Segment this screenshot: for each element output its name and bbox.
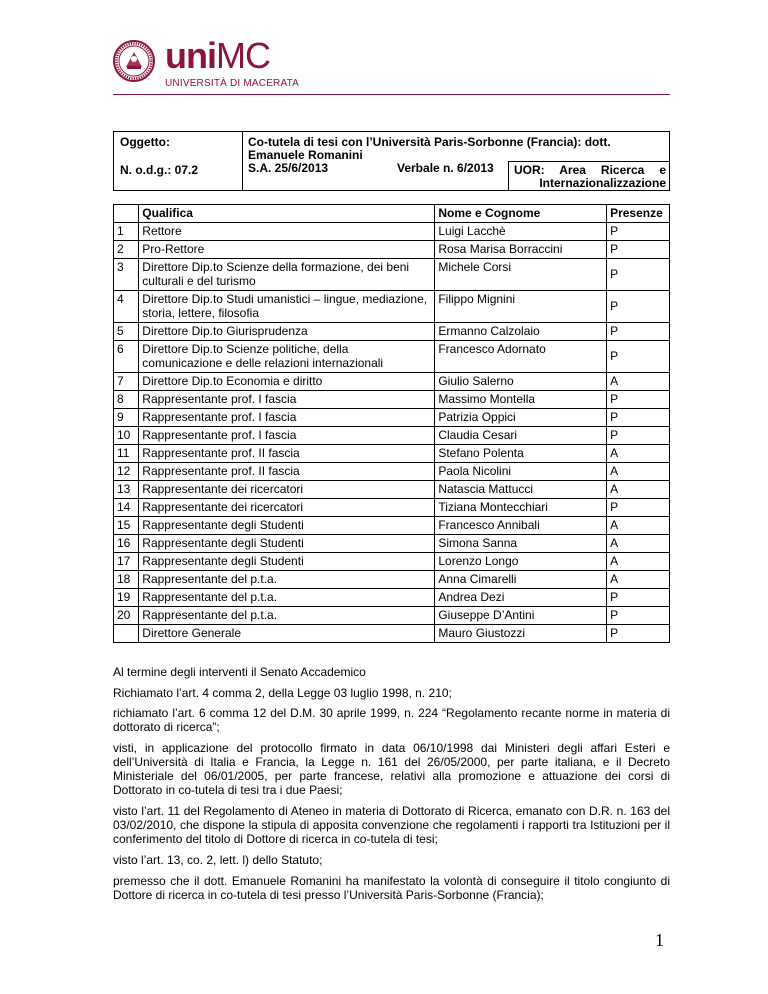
table-row xyxy=(114,571,670,589)
row-presenza: A xyxy=(607,373,670,391)
row-number: 17 xyxy=(114,553,139,571)
row-nome: Paola Nicolini xyxy=(435,463,607,481)
row-number: 14 xyxy=(114,499,139,517)
table-row xyxy=(114,291,670,323)
row-qualifica: Rappresentante dei ricercatori xyxy=(139,481,435,499)
row-qualifica: Pro-Rettore xyxy=(139,241,435,259)
table-row xyxy=(114,427,670,445)
row-presenza: P xyxy=(607,241,670,259)
row-presenza: P xyxy=(607,625,670,643)
row-number: 12 xyxy=(114,463,139,481)
oggetto-label: Oggetto: xyxy=(120,135,170,149)
meeting-date: S.A. 25/6/2013 xyxy=(248,161,329,175)
row-nome: Andrea Dezi xyxy=(435,589,607,607)
row-number: 6 xyxy=(114,341,139,373)
table-row xyxy=(114,241,670,259)
uor-line-1: UOR: Area Ricerca e xyxy=(514,163,666,177)
row-presenza: P xyxy=(607,589,670,607)
table-row xyxy=(114,373,670,391)
row-number: 7 xyxy=(114,373,139,391)
row-presenza: A xyxy=(607,445,670,463)
row-presenza: A xyxy=(607,553,670,571)
attendance-table xyxy=(113,204,670,643)
row-nome: Tiziana Montecchiari xyxy=(435,499,607,517)
paragraph-premesso: premesso che il dott. Emanuele Romanini ha manifestato la volontà di conseguire il titolo congiunto di Dottore di ricerca in co-tutela di tesi presso l’Università Paris-Sorbonne (Francia); xyxy=(113,874,670,902)
row-nome: Giuseppe D’Antini xyxy=(435,607,607,625)
row-presenza: P xyxy=(607,341,670,373)
row-qualifica: Rappresentante prof. I fascia xyxy=(139,409,435,427)
table-row xyxy=(114,535,670,553)
header-divider-vertical xyxy=(242,132,243,191)
row-nome: Anna Cimarelli xyxy=(435,571,607,589)
table-row xyxy=(114,391,670,409)
header-num xyxy=(114,205,139,223)
row-presenza: A xyxy=(607,535,670,553)
row-nome: Ermanno Calzolaio xyxy=(435,323,607,341)
row-number: 4 xyxy=(114,291,139,323)
row-nome: Giulio Salerno xyxy=(435,373,607,391)
header-nome: Nome e Cognome xyxy=(435,205,607,223)
oggetto-text: Co-tutela di tesi con l’Università Paris-Sorbonne (Francia): dott. xyxy=(248,135,611,149)
row-nome: Claudia Cesari xyxy=(435,427,607,445)
row-nome: Francesco Annibali xyxy=(435,517,607,535)
row-nome: Lorenzo Longo xyxy=(435,553,607,571)
document-header xyxy=(113,131,670,191)
university-logo xyxy=(113,35,353,100)
row-presenza: P xyxy=(607,391,670,409)
row-number xyxy=(114,625,139,643)
row-nome: Rosa Marisa Borraccini xyxy=(435,241,607,259)
row-qualifica: Rappresentante prof. I fascia xyxy=(139,391,435,409)
row-number: 16 xyxy=(114,535,139,553)
uor-line-2: Internazionalizzazione xyxy=(539,176,666,190)
row-number: 5 xyxy=(114,323,139,341)
row-presenza: P xyxy=(607,291,670,323)
brand-wordmark: uniMC xyxy=(165,35,270,76)
row-presenza: P xyxy=(607,323,670,341)
row-qualifica: Rettore xyxy=(139,223,435,241)
row-qualifica: Rappresentante degli Studenti xyxy=(139,553,435,571)
row-nome: Luigi Lacchè xyxy=(435,223,607,241)
table-row xyxy=(114,341,670,373)
row-qualifica: Rappresentante degli Studenti xyxy=(139,535,435,553)
row-nome: Stefano Polenta xyxy=(435,445,607,463)
odg-number: N. o.d.g.: 07.2 xyxy=(120,163,199,177)
paragraph-richiamato-1: Richiamato l’art. 4 comma 2, della Legge 03 luglio 1998, n. 210; xyxy=(113,686,452,700)
verbale-number: Verbale n. 6/2013 xyxy=(397,161,494,175)
row-nome: Patrizia Oppici xyxy=(435,409,607,427)
row-qualifica: Direttore Dip.to Scienze della formazione, dei beni culturali e del turismo xyxy=(139,259,435,291)
paragraph-intro: Al termine degli interventi il Senato Accademico xyxy=(113,665,366,679)
row-number: 2 xyxy=(114,241,139,259)
row-nome: Filippo Mignini xyxy=(435,291,607,323)
row-nome: Simona Sanna xyxy=(435,535,607,553)
paragraph-visto-statuto: visto l’art. 13, co. 2, lett. l) dello Statuto; xyxy=(113,853,323,867)
header-divider xyxy=(113,94,670,95)
row-number: 3 xyxy=(114,259,139,291)
row-number: 13 xyxy=(114,481,139,499)
row-presenza: P xyxy=(607,427,670,445)
table-row xyxy=(114,445,670,463)
row-presenza: A xyxy=(607,463,670,481)
header-qualifica: Qualifica xyxy=(139,205,435,223)
row-presenza: A xyxy=(607,481,670,499)
table-row xyxy=(114,553,670,571)
row-qualifica: Direttore Generale xyxy=(139,625,435,643)
row-qualifica: Rappresentante dei ricercatori xyxy=(139,499,435,517)
row-qualifica: Direttore Dip.to Economia e diritto xyxy=(139,373,435,391)
table-row xyxy=(114,259,670,291)
row-qualifica: Rappresentante del p.t.a. xyxy=(139,607,435,625)
row-qualifica: Rappresentante prof. II fascia xyxy=(139,445,435,463)
table-row xyxy=(114,463,670,481)
row-number: 1 xyxy=(114,223,139,241)
row-number: 11 xyxy=(114,445,139,463)
header-presenze: Presenze xyxy=(607,205,670,223)
row-number: 15 xyxy=(114,517,139,535)
paragraph-visto-regolamento: visto l’art. 11 del Regolamento di Ateneo in materia di Dottorato di Ricerca, emanato con D.R. n. 163 del 03/02/2010, che dispone la stipula di apposita convenzione che regolamenti i rapporti tra Istituzioni per il conferimento del titolo di Dottore di ricerca in co-tutela di tesi; xyxy=(113,804,670,846)
row-presenza: P xyxy=(607,223,670,241)
row-qualifica: Direttore Dip.to Studi umanistici – lingue, mediazione, storia, lettere, filosofia xyxy=(139,291,435,323)
row-number: 10 xyxy=(114,427,139,445)
row-number: 20 xyxy=(114,607,139,625)
row-qualifica: Rappresentante prof. I fascia xyxy=(139,427,435,445)
row-presenza: A xyxy=(607,517,670,535)
row-qualifica: Direttore Dip.to Scienze politiche, della comunicazione e delle relazioni internazionali xyxy=(139,341,435,373)
table-row xyxy=(114,589,670,607)
table-row xyxy=(114,223,670,241)
table-header-row xyxy=(114,205,670,223)
row-presenza: P xyxy=(607,259,670,291)
row-number: 9 xyxy=(114,409,139,427)
row-presenza: A xyxy=(607,571,670,589)
row-qualifica: Direttore Dip.to Giurisprudenza xyxy=(139,323,435,341)
page-number: 1 xyxy=(655,930,664,950)
row-qualifica: Rappresentante del p.t.a. xyxy=(139,589,435,607)
row-nome: Mauro Giustozzi xyxy=(435,625,607,643)
row-nome: Francesco Adornato xyxy=(435,341,607,373)
row-qualifica: Rappresentante degli Studenti xyxy=(139,517,435,535)
row-number: 19 xyxy=(114,589,139,607)
row-nome: Massimo Montella xyxy=(435,391,607,409)
row-nome: Michele Corsi xyxy=(435,259,607,291)
table-row xyxy=(114,607,670,625)
row-qualifica: Rappresentante del p.t.a. xyxy=(139,571,435,589)
table-row xyxy=(114,499,670,517)
table-row xyxy=(114,481,670,499)
table-row xyxy=(114,323,670,341)
table-row xyxy=(114,517,670,535)
university-seal-icon xyxy=(113,40,155,82)
row-presenza: P xyxy=(607,409,670,427)
row-number: 8 xyxy=(114,391,139,409)
row-nome: Natascia Mattucci xyxy=(435,481,607,499)
row-number: 18 xyxy=(114,571,139,589)
table-row xyxy=(114,409,670,427)
brand-subtitle: UNIVERSITÀ DI MACERATA xyxy=(165,78,300,89)
row-qualifica: Rappresentante prof. II fascia xyxy=(139,463,435,481)
table-row xyxy=(114,625,670,643)
row-presenza: P xyxy=(607,499,670,517)
paragraph-visti: visti, in applicazione del protocollo firmato in data 06/10/1998 dai Ministeri degli affari Esteri e dell’Università di Italia e Francia, la Legge n. 161 del 26/05/2000, per parte italiana, e il Decreto Ministeriale del 06/01/2005, per parte francese, relativi alla promozione e attuazione dei corsi di Dottorato in co-tutela di tesi tra i due Paesi; xyxy=(113,741,670,797)
oggetto-text-cont: Emanuele Romanini xyxy=(248,148,363,162)
row-presenza: P xyxy=(607,607,670,625)
paragraph-richiamato-2: richiamato l’art. 6 comma 12 del D.M. 30 aprile 1999, n. 224 “Regolamento recante norme in materia di dottorato di ricerca”; xyxy=(113,706,670,734)
